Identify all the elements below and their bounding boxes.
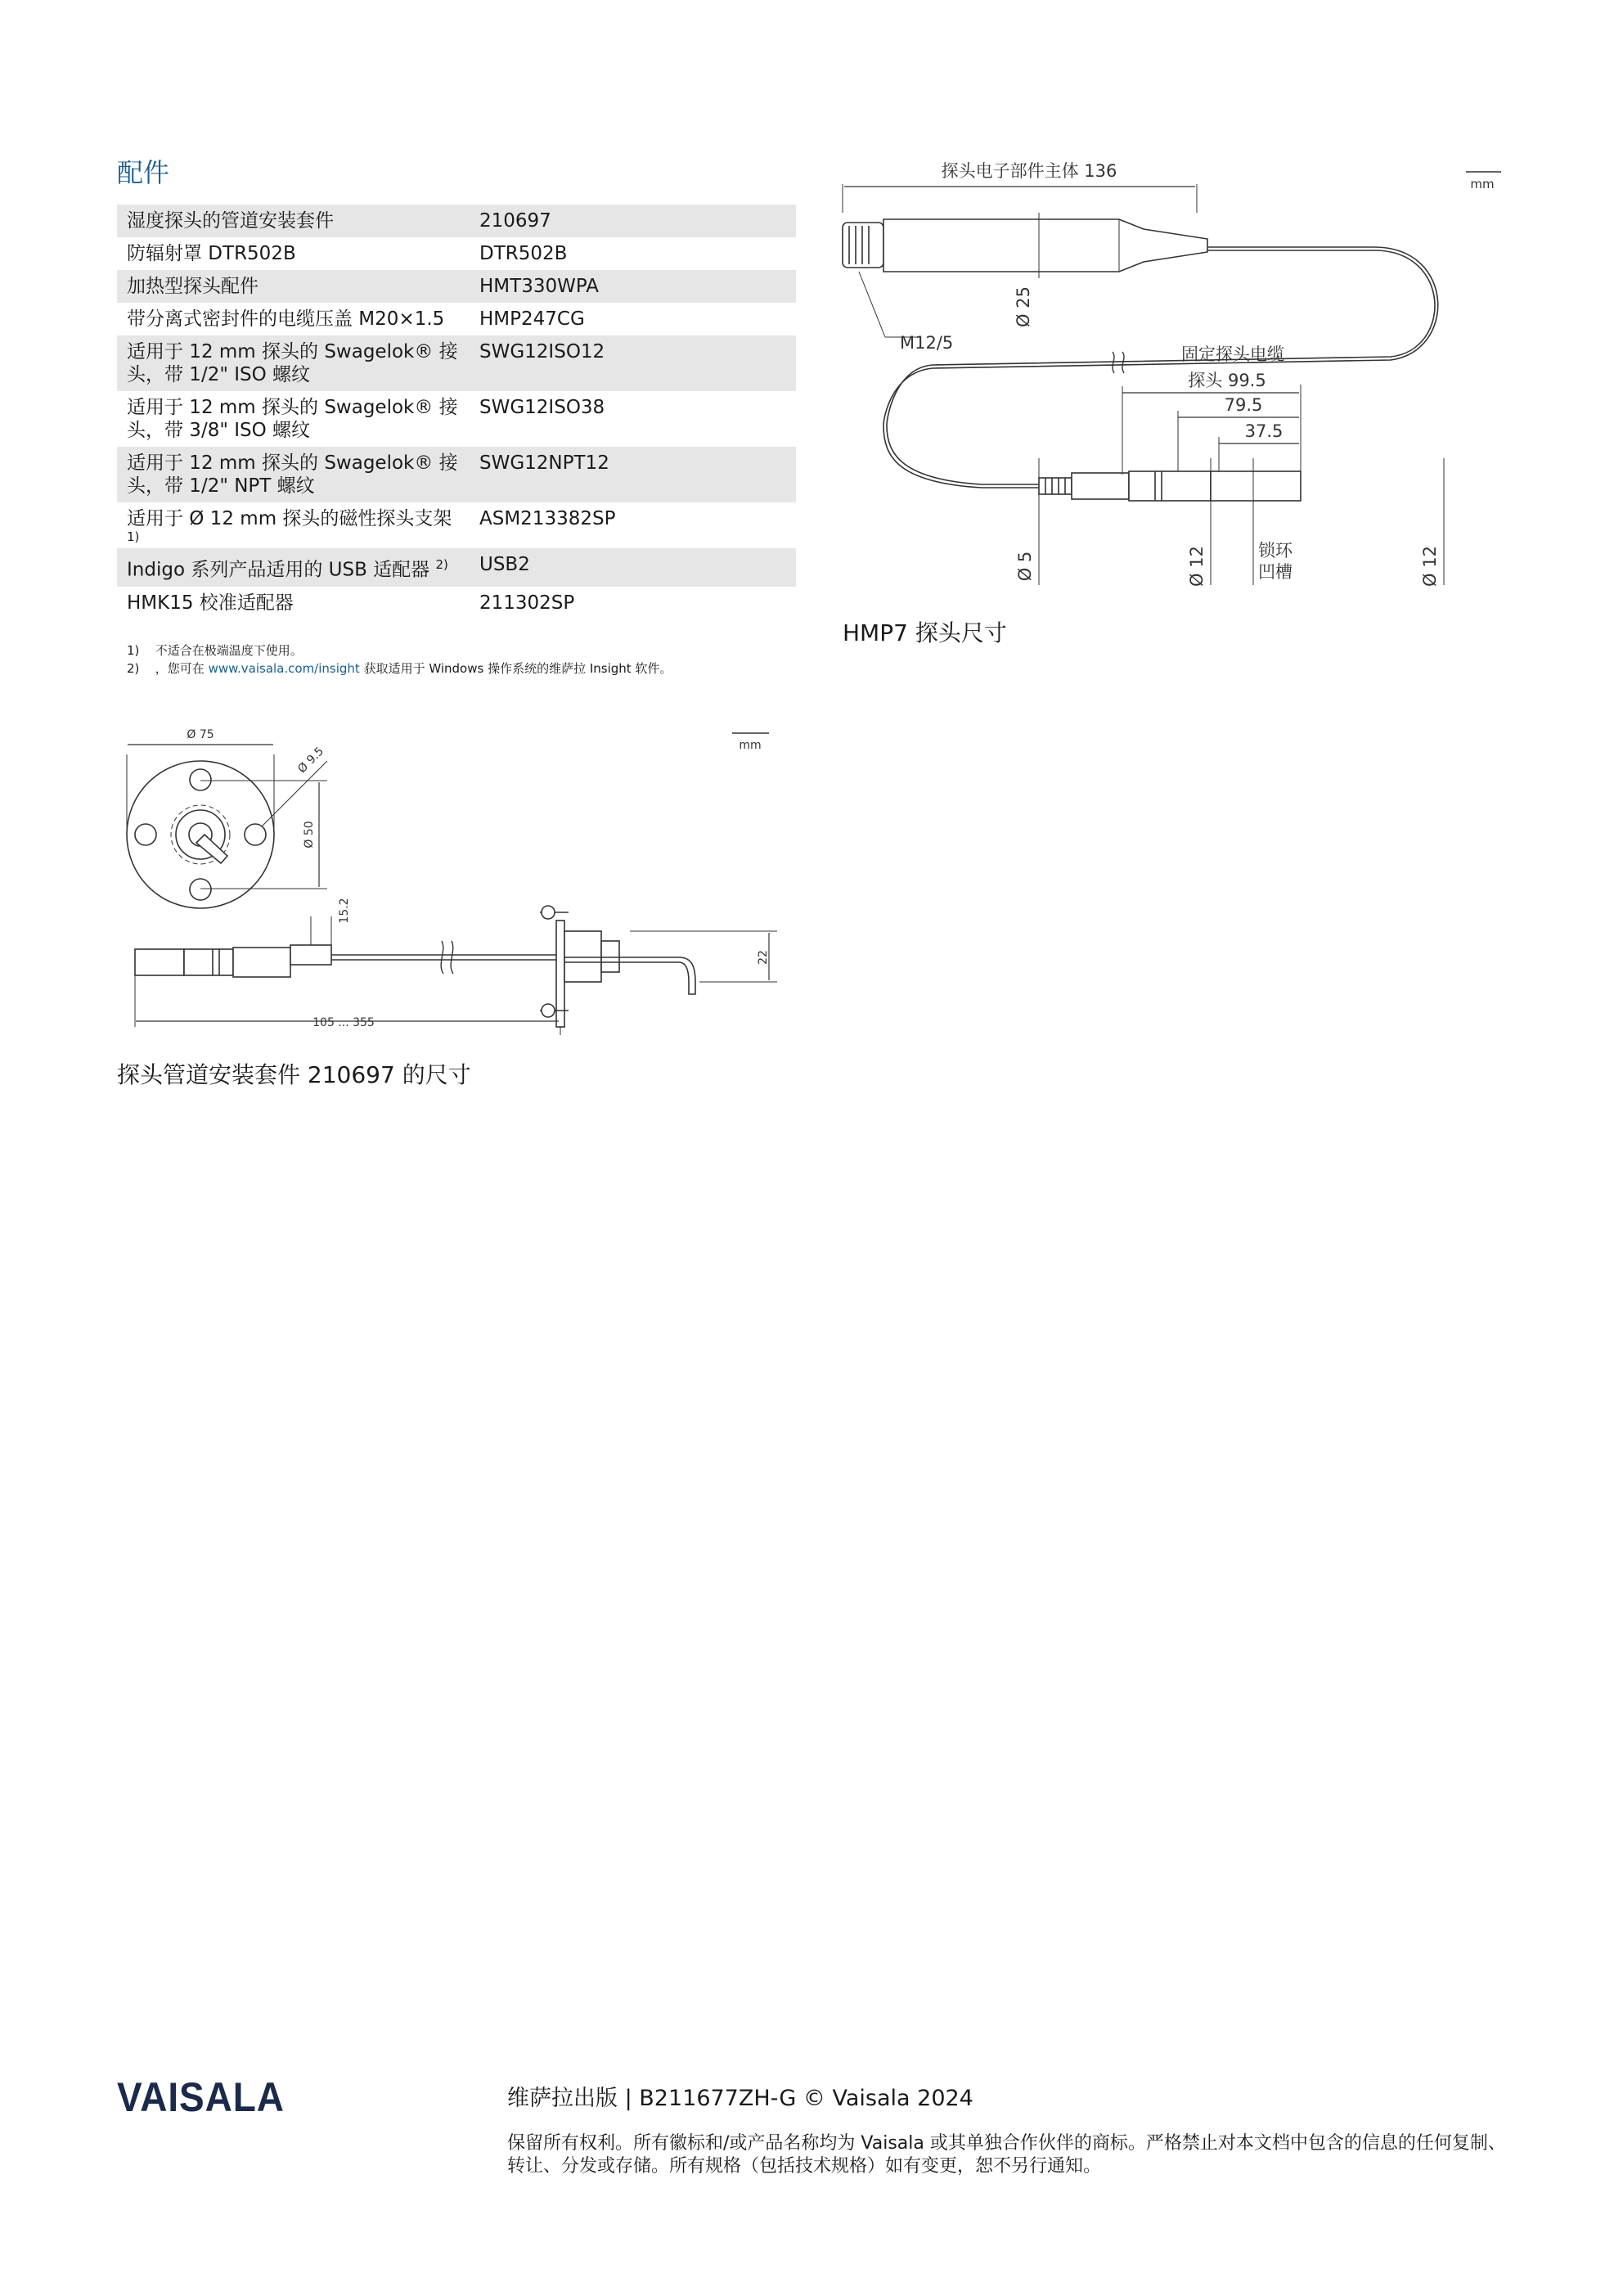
accessory-code: SWG12ISO12: [468, 335, 796, 391]
accessory-code: 211302SP: [479, 592, 575, 614]
table-row: [117, 447, 796, 502]
tube-break-mark: [441, 941, 443, 974]
table-row: [117, 587, 796, 619]
accessory-name: 适用于 12 mm 探头的 Swagelok® 接头，带 1/2" ISO 螺纹: [117, 335, 468, 391]
hmp7-dimension-drawing: [834, 147, 1554, 606]
footnote-text: 获取适用于 Windows 操作系统的维萨拉 Insight 软件。: [363, 661, 672, 676]
mounting-screw: [540, 906, 569, 919]
cable-diameter-label: Ø 5: [1015, 551, 1035, 582]
footnote-text: 不适合在极端温度下使用。: [155, 643, 303, 658]
table-row: [117, 391, 796, 447]
vaisala-logo: VAISALA: [117, 2074, 285, 2120]
probe-assembly: [1039, 471, 1301, 501]
probe-length-label: 探头 99.5: [1188, 371, 1266, 390]
probe-side-view: [135, 916, 569, 977]
accessory-name: HMK15 校准适配器: [127, 592, 294, 614]
footnote-text: ，您可在: [155, 661, 205, 676]
accessory-name: 适用于 12 mm 探头的 Swagelok® 接头，带 3/8" ISO 螺纹: [127, 397, 458, 441]
dimension-79-5-label: 79.5: [1224, 395, 1263, 415]
body-diameter-label: Ø 25: [1014, 286, 1033, 327]
footnote-number: 1): [127, 643, 140, 658]
edition-line: 维萨拉出版 | B211677ZH-G © Vaisala 2024: [507, 2086, 973, 2111]
lock-ring-label: 锁环: [1258, 541, 1293, 560]
connector-label: M12/5: [900, 333, 954, 353]
body-length-label: 探头电子部件主体 136: [941, 161, 1117, 181]
clamp-body: [564, 931, 601, 982]
accessory-name: 加热型探头配件: [117, 270, 468, 303]
flange-diameter-label: Ø 75: [187, 728, 214, 741]
copyright-notice: 保留所有权利。所有徽标和/或产品名称均为 Vaisala 或其单独合作伙伴的商标。严格禁止对本文档中包含的信息的任何复制、转让、分发或存储。所有规格（包括技术规格）如有变更，恕不另行通知。: [507, 2133, 1506, 2177]
cable-break-mark: [1113, 352, 1114, 373]
dimension-37-5-label: 37.5: [1244, 421, 1284, 441]
accessories-table: [117, 205, 796, 619]
table-row: [117, 303, 796, 335]
footnote-ref: 2): [435, 557, 448, 572]
probe-diameter-label: Ø 12: [1187, 546, 1207, 587]
duct-kit-dimension-drawing: [123, 712, 802, 1039]
accessory-code: USB2: [468, 548, 796, 587]
cable-label: 固定探头电缆: [1181, 344, 1284, 364]
table-row: [117, 237, 796, 270]
accessory-code: HMT330WPA: [468, 270, 796, 303]
accessory-code: 210697: [468, 205, 796, 237]
flange-top-view: [127, 761, 274, 908]
accessory-code: ASM213382SP: [479, 508, 616, 529]
footnote: [127, 660, 672, 678]
accessory-code: SWG12NPT12: [468, 447, 796, 502]
height-dimension-label: 22: [757, 950, 770, 965]
unit-label: mm: [739, 739, 762, 752]
footnote: [127, 642, 672, 660]
insertion-length-label: 105 ... 355: [312, 1016, 375, 1029]
accessory-code: SWG12ISO38: [479, 397, 605, 418]
accessory-name: 适用于 12 mm 探头的 Swagelok® 接头，带 1/2" NPT 螺纹: [117, 447, 468, 502]
footnote-number: 2): [127, 661, 140, 676]
duct-kit-caption: 探头管道安装套件 210697 的尺寸: [117, 1061, 471, 1088]
accessory-code: HMP247CG: [479, 308, 585, 330]
table-row: [117, 548, 796, 587]
hole-diameter-leader: [262, 761, 327, 826]
accessory-name-cell: [117, 502, 468, 548]
table-row: [117, 270, 796, 303]
accessory-code: DTR502B: [479, 243, 568, 264]
footnote-ref: 1): [127, 529, 140, 544]
probe-tip-diameter-label: Ø 12: [1420, 546, 1440, 587]
table-row: [117, 335, 796, 391]
table-row: [117, 205, 796, 237]
probe-cable: [883, 247, 1438, 488]
accessory-name: 适用于 Ø 12 mm 探头的磁性探头支架: [127, 508, 452, 529]
footnotes: [127, 642, 672, 678]
accessory-name: Indigo 系列产品适用的 USB 适配器: [127, 559, 430, 581]
insight-link[interactable]: www.vaisala.com/insight: [208, 661, 360, 676]
accessory-name: 湿度探头的管道安装套件: [117, 205, 468, 237]
groove-label: 凹槽: [1258, 562, 1293, 582]
bolt-circle-label: Ø 50: [303, 821, 316, 849]
unit-label: mm: [1470, 177, 1495, 191]
probe-cable-bend: [679, 957, 695, 994]
offset-dimension-label: 15.2: [338, 898, 351, 924]
hole-diameter-label: Ø 9.5: [295, 745, 327, 777]
electronics-body: [883, 219, 1207, 272]
accessory-name-cell: [117, 548, 468, 587]
section-title: 配件: [117, 157, 170, 188]
accessory-name: 防辐射罩 DTR502B: [127, 243, 296, 264]
accessory-name: 带分离式密封件的电缆压盖 M20×1.5: [127, 308, 445, 330]
hmp7-caption: HMP7 探头尺寸: [843, 619, 1007, 646]
table-row: [117, 502, 796, 548]
connector-leader-line: [859, 272, 885, 337]
